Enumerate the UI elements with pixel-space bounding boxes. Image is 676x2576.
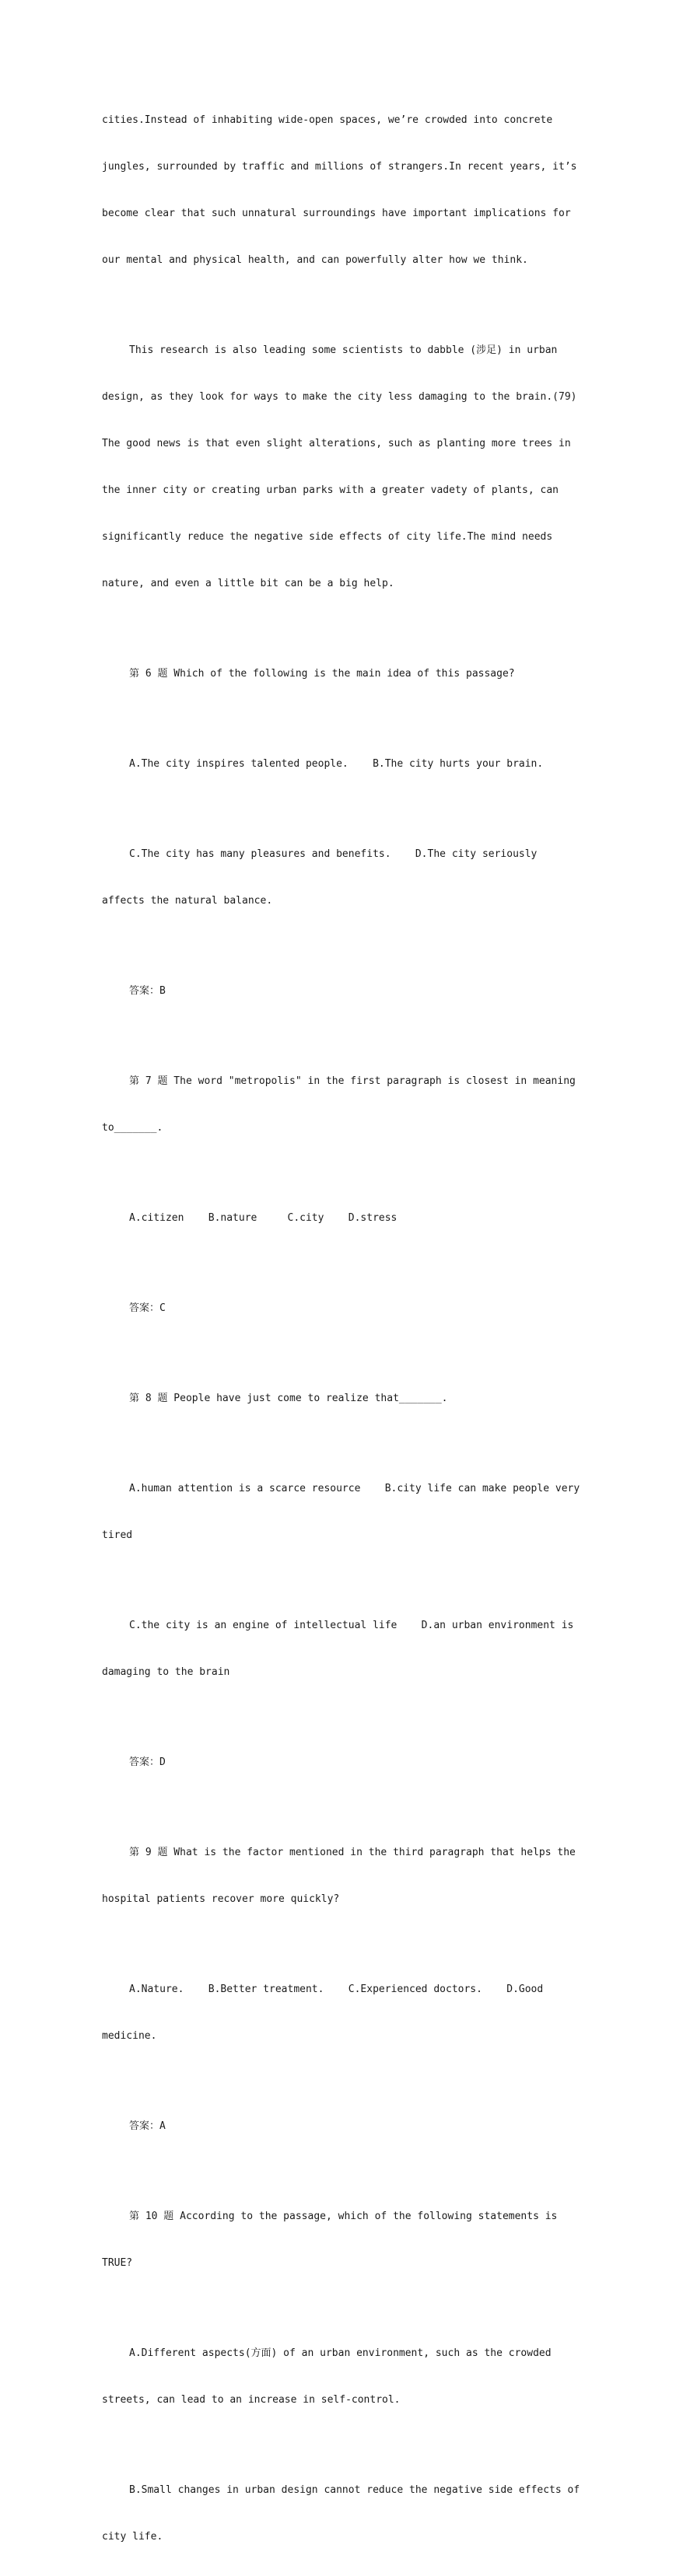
question-6-options-ab	[102, 725, 575, 803]
question-8-stem	[102, 1360, 575, 1438]
text-line: medicine.	[102, 2030, 157, 2042]
text-line: the inner city or creating urban parks with a greater vadety of plants, can	[102, 484, 559, 496]
text-line: to_______.	[102, 1122, 163, 1134]
question-7-stem	[102, 1043, 575, 1167]
text-line: 第 7 题 The word "metropolis" in the first paragraph is closest in meaning	[129, 1075, 576, 1087]
text-line: nature, and even a little bit can be a big help.	[102, 578, 394, 589]
text-line: A.Nature. B.Better treatment. C.Experienced doctors. D.Good	[129, 1984, 544, 1995]
passage-paragraph-2	[102, 312, 575, 623]
answer-text: 答案：A	[129, 2120, 166, 2132]
text-line: become clear that such unnatural surroundings have important implications for	[102, 208, 571, 219]
text-line: The good news is that even slight alterations, such as planting more trees in	[102, 438, 571, 449]
text-line: TRUE?	[102, 2257, 133, 2269]
answer-text: 答案：B	[129, 985, 166, 997]
answer-text: 答案：D	[129, 1756, 166, 1768]
text-line: This research is also leading some scientists to dabble (涉足) in urban	[129, 344, 558, 356]
text-line: damaging to the brain	[102, 1666, 230, 1678]
question-9-stem	[102, 1814, 575, 1938]
passage-paragraph-1	[102, 82, 575, 299]
text-line: cities.Instead of inhabiting wide-open spaces, we’re crowded into concrete	[102, 114, 553, 126]
question-9-answer	[102, 2088, 575, 2165]
text-line: tired	[102, 1529, 133, 1541]
question-8-options-ab	[102, 1450, 580, 1575]
question-9-options	[102, 1951, 575, 2075]
question-6-answer	[102, 952, 575, 1030]
question-8-answer	[102, 1724, 575, 1802]
text-line: A.Different aspects(方面) of an urban environment, such as the crowded	[129, 2347, 552, 2359]
text-line: hospital patients recover more quickly?	[102, 1893, 340, 1905]
text-line: 第 10 题 According to the passage, which of the following statements is	[129, 2211, 558, 2222]
question-6-stem	[102, 635, 575, 713]
text-line: A.citizen B.nature C.city D.stress	[129, 1212, 398, 1224]
text-line: 第 6 题 Which of the following is the main idea of this passage?	[129, 668, 515, 680]
text-line: jungles, surrounded by traffic and millions of strangers.In recent years, it’s	[102, 161, 577, 173]
text-line: B.Small changes in urban design cannot reduce the negative side effects of	[129, 2484, 580, 2496]
question-7-answer	[102, 1270, 575, 1347]
text-line: 第 8 题 People have just come to realize that_______.	[129, 1393, 448, 1404]
question-10-stem	[102, 2178, 575, 2302]
text-line: design, as they look for ways to make the city less damaging to the brain.(79)	[102, 391, 577, 403]
text-line: streets, can lead to an increase in self-control.	[102, 2394, 401, 2406]
text-line: city life.	[102, 2531, 163, 2543]
text-line: significantly reduce the negative side effects of city life.The mind needs	[102, 531, 553, 543]
text-line: our mental and physical health, and can powerfully alter how we think.	[102, 254, 528, 266]
text-line: affects the natural balance.	[102, 895, 273, 907]
answer-text: 答案：C	[129, 1302, 166, 1314]
text-line: C.The city has many pleasures and benefits. D.The city seriously	[129, 848, 538, 860]
question-8-options-cd	[102, 1587, 575, 1711]
question-10-option-a	[102, 2315, 575, 2439]
question-7-options	[102, 1180, 575, 1257]
text-line: 第 9 题 What is the factor mentioned in the third paragraph that helps the	[129, 1847, 576, 1858]
text-line: C.the city is an engine of intellectual life D.an urban environment is	[129, 1620, 574, 1631]
text-line: A.human attention is a scarce resource B.city life can make people very	[129, 1483, 580, 1494]
question-6-options-cd	[102, 816, 575, 940]
text-line: A.The city inspires talented people. B.The city hurts your brain.	[129, 758, 544, 770]
question-10-option-b	[102, 2452, 580, 2576]
